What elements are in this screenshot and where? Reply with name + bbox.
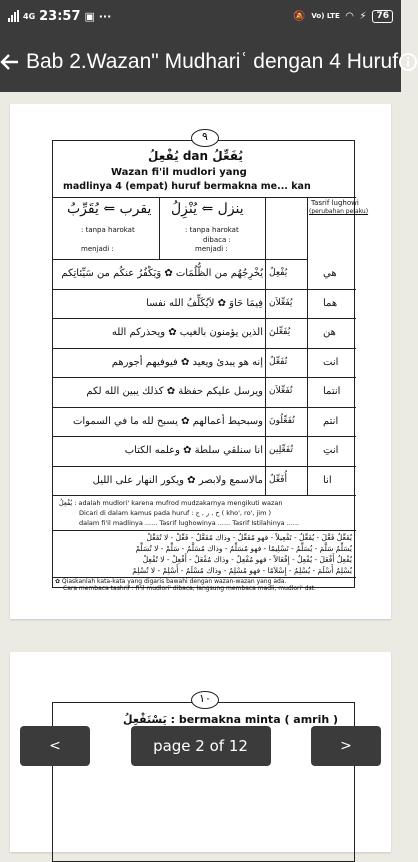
battery-icon: 76 [372, 10, 393, 23]
tasrif-line: يُفَعِّلُ فَعَّلَ - يُفَعِّلُ - تَفْعِيلاً - فهو مُفَعِّلٌ - وذاك مُفَعَّلٌ - فَعِّلْ - لا تُفَعِّلْ [146, 533, 352, 542]
note-dibaca: dibaca : [203, 236, 231, 244]
info-button[interactable] [398, 32, 418, 92]
tasrif-line: يُسْلِمُ أَسْلَمَ - يُسْلِمُ - إِسْلاَمًا - فهو مُسْلِمٌ - وذاك مُسْلَمٌ - أَسْلِمْ - لا تُسْلِمْ [132, 566, 352, 575]
note-line1: يُفْعِلُ : adalah mudlori' karena mufrod mudzakarnya mengikuti wazan [59, 499, 283, 507]
row-example: وسبحيط أعمالهم ✿ يسبح لله ما في السموات [72, 415, 263, 427]
pdf-viewer[interactable] [0, 92, 401, 800]
row-verb: تُفَعِّلُونَ [269, 415, 295, 426]
row-example: انا سنلقي سلطة ✿ وعلمه الكتاب [124, 445, 263, 456]
back-button[interactable] [0, 32, 20, 92]
box-right-main: ينزل ⇐ يُنْزِلُ [171, 201, 244, 217]
heading-line1: Wazan fi'il mudlori yang [111, 167, 247, 178]
row-pronoun: انتما [323, 386, 341, 397]
note-menjadi-right: menjadi : [195, 245, 228, 253]
page-indicator[interactable]: page 2 of 12 [131, 726, 271, 766]
heading-arabic: يُفْعِلُ dan يُفَعِّلُ [148, 149, 243, 163]
note-menjadi-left: menjadi : [81, 245, 114, 253]
row-verb: تُفَعِّلِين [269, 445, 293, 455]
note-tanpa-right: : tanpa harokat [185, 226, 239, 234]
row-verb: تُفَعِّلاَن [269, 386, 293, 396]
row-pronoun: انتِ [323, 445, 339, 456]
tasrif-line: يُسَلِّمُ سَلَّمَ - يُسَلِّمُ - تَسْلِيمًا - فهو مُسَلِّمٌ - وذاك مُسَلَّمٌ - سَلِّمْ - لا تُسَلِّمْ [135, 544, 352, 553]
footer-line2: Cara membaca tashrif : fi'il mudlori' dibaca, langsung membaca madli, mudlori' dst. [63, 585, 316, 592]
page-number: ٩ [191, 129, 219, 147]
page-number-2: ١٠ [191, 691, 219, 709]
note-line2: Dicari di dalam kamus pada huruf : ح , ر , ج ( kho', ro', jim ) [79, 509, 272, 517]
network-type: 4G [23, 11, 36, 21]
row-example: ويرسل عليكم حفظة ✿ كذلك يبين الله لكم [86, 386, 263, 397]
row-pronoun: انت [323, 356, 339, 368]
info-icon [398, 52, 418, 72]
next-page-button[interactable]: > [311, 726, 381, 766]
tasrif-header: Tasrif lughowi [311, 199, 359, 207]
row-verb: يُفْعِلُ [269, 268, 288, 278]
wifi-icon: ◠ [345, 10, 354, 22]
arrow-left-icon [0, 52, 20, 72]
row-example: إنه هو يبدئ ويعيد ✿ فيوفيهم أجورهم [111, 356, 263, 368]
row-verb: أُفَعِّلُ [269, 474, 287, 485]
charging-icon: ⚡ [359, 10, 367, 22]
row-example: الذين يؤمنون بالغيب ✿ ويحذركم الله [111, 327, 263, 338]
signal-icon [8, 10, 19, 22]
row-pronoun: انتم [323, 415, 339, 427]
notification-icon: ▣ ··· [84, 9, 112, 23]
row-example: فِيمَا حَاوَ ✿ لاَيُكَلِّفُ الله نفسا [146, 297, 263, 309]
row-pronoun: هما [323, 297, 338, 309]
heading-line2: madlinya 4 (empat) huruf bermakna me... kan [63, 181, 311, 192]
footer-line1: ✿ Qiaskanlah kata-kata yang digaris bawahi dengan wazan-wazan yang ada. [55, 578, 287, 585]
note-tanpa-left: : tanpa harokat [81, 226, 135, 234]
row-example: مالاسمع ولابصر ✿ ويكور النهار على الليل [92, 474, 263, 486]
note-line3: dalam fi'il madlinya ...... Tasrif lughowinya ...... Tasrif Istilahinya ...... [79, 519, 300, 527]
pager-bar [0, 720, 401, 772]
document-frame [52, 130, 369, 592]
clock: 23:57 [39, 8, 81, 24]
row-verb: يُفَعِّلنَ [269, 327, 291, 337]
lte-label: Vo) LTE [311, 12, 340, 20]
app-bar [0, 32, 401, 92]
row-pronoun: هي [323, 268, 337, 279]
page-title: Bab 2.Wazan" Mudhariʿ dengan 4 Huruf [26, 50, 399, 73]
status-bar [0, 0, 401, 32]
row-example: يُخْرِجُهُم من الظُّلُمَات ✿ وَيَكْفُرُ عنكُم من سَيِّئاتِكم [61, 268, 263, 279]
pdf-page-1 [10, 104, 391, 619]
page2-heading: يَسْتَفْعِلُ : bermakna minta ( amrih ) [123, 713, 339, 726]
row-verb: تُفَعِّلُ [269, 356, 288, 367]
tasrif-line: يُفْعِلُ أَفْعَلَ - يُفْعِلُ - إِفْعَالاً - فهو مُفْعِلٌ - وذاك مُفْعَلٌ - أَفْعِلْ - لا تُفْعِلْ [142, 555, 352, 564]
mute-icon: 🔕 [292, 10, 306, 22]
row-verb: يُفَعِّلاَن [269, 297, 293, 308]
tasrif-sub: (perubahan pelaku) [309, 208, 369, 215]
prev-page-button[interactable]: < [20, 726, 90, 766]
row-pronoun: انا [323, 474, 332, 486]
box-left-main: يقرب ⇐ يُقَرِّبُ [67, 201, 152, 217]
row-pronoun: هن [323, 327, 336, 338]
